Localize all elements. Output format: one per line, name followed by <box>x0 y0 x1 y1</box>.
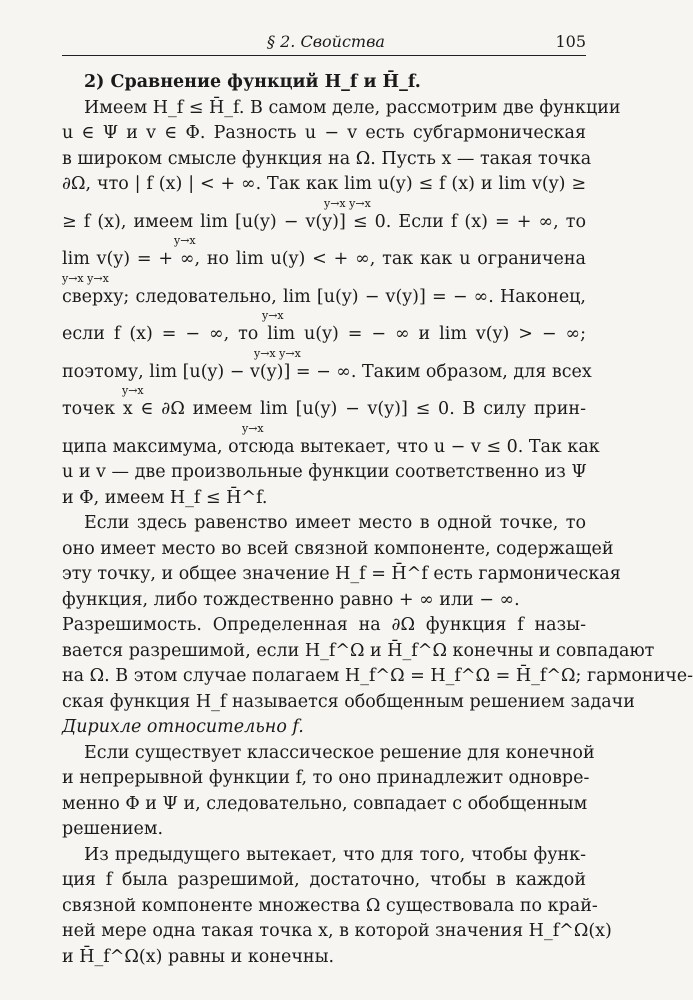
page-body <box>62 70 693 970</box>
text-line: Имеем H_f ≤ H̄_f. В самом деле, рассмотрим две функции <box>84 97 621 118</box>
page-header <box>66 32 586 52</box>
text-line: ская функция H_f называется обобщенным решением задачи <box>62 691 635 712</box>
text-line: поэтому, lim [u(y) − v(y)] = − ∞. Таким образом, для всех <box>62 361 592 382</box>
text-line: сверху; следовательно, lim [u(y) − v(y)] = − ∞. Наконец, <box>62 286 586 307</box>
text-line: в широком смысле функция на Ω. Пусть x — такая точка <box>62 148 592 169</box>
limit-subscript: y→x <box>122 384 144 397</box>
text-line: Из предыдущего вытекает, что для того, чтобы функ- <box>84 844 586 865</box>
text-line: решением. <box>62 819 164 839</box>
limit-subscript: y→x <box>174 234 196 247</box>
limit-subscript: y→x y→x <box>324 196 371 210</box>
text-line: ∂Ω, что | f (x) | < + ∞. Так как lim u(y) ≤ f (x) и lim v(y) ≥ <box>62 174 586 194</box>
text-line: и Φ, имеем H_f ≤ H̄^f. <box>62 487 268 508</box>
text-line: lim v(y) = + ∞, но lim u(y) < + ∞, так как u ограничена <box>62 249 586 269</box>
running-title: § 2. Свойства <box>267 32 385 51</box>
text-line: функция, либо тождественно равно + ∞ или − ∞. <box>62 589 520 610</box>
text-line: Если здесь равенство имеет место в одной точке, то <box>84 513 586 533</box>
text-line: и H̄_f^Ω(x) равны и конечны. <box>62 946 335 967</box>
text-line: на Ω. В этом случае полагаем H_f^Ω = H_f^Ω = H̄_f^Ω; гармониче- <box>62 666 693 686</box>
text-line: ней мере одна такая точка x, в которой значения H_f^Ω(x) <box>62 921 612 941</box>
text-line: и непрерывной функции f, то оно принадлежит одновре- <box>62 768 590 788</box>
limit-subscript: y→x y→x <box>254 346 301 360</box>
limit-subscript: y→x <box>262 309 284 322</box>
text-line: вается разрешимой, если H_f^Ω и H̄_f^Ω конечны и совпадают <box>62 640 655 661</box>
text-line: Если существует классическое решение для конечной <box>84 742 595 763</box>
text-line: если f (x) = − ∞, то lim u(y) = − ∞ и lim v(y) > − ∞; <box>62 324 586 344</box>
text-line: u и v — две произвольные функции соответственно из Ψ <box>62 462 587 482</box>
text-line: ция f была разрешимой, достаточно, чтобы в каждой <box>62 870 586 890</box>
text-line: Дирихле относительно f. <box>62 717 304 737</box>
limit-subscript: y→x y→x <box>62 271 109 285</box>
limit-subscript: y→x <box>242 421 264 435</box>
text-line: ≥ f (x), имеем lim [u(y) − v(y)] ≤ 0. Если f (x) = + ∞, то <box>62 211 586 232</box>
section-heading: 2) Сравнение функций H_f и H̄_f. <box>84 72 421 92</box>
text-line: ципа максимума, отсюда вытекает, что u − v ≤ 0. Так как <box>62 436 600 457</box>
page-number: 105 <box>555 32 586 51</box>
text-line: менно Φ и Ψ и, следовательно, совпадает с обобщенным <box>62 793 588 814</box>
header-rule <box>62 55 586 56</box>
text-line: эту точку, и общее значение H_f = H̄^f есть гармоническая <box>62 564 621 584</box>
text-line: оно имеет место во всей связной компоненте, содержащей <box>62 538 614 559</box>
text-line: точек x ∈ ∂Ω имеем lim [u(y) − v(y)] ≤ 0. В силу прин- <box>62 399 586 419</box>
paragraph-heading-line: Разрешимость. Определенная на ∂Ω функция f назы- <box>62 615 586 635</box>
text-line: u ∈ Ψ и v ∈ Φ. Разность u − v есть субгармоническая <box>62 123 586 143</box>
text-line: связной компоненте множества Ω существовала по край- <box>62 895 598 916</box>
